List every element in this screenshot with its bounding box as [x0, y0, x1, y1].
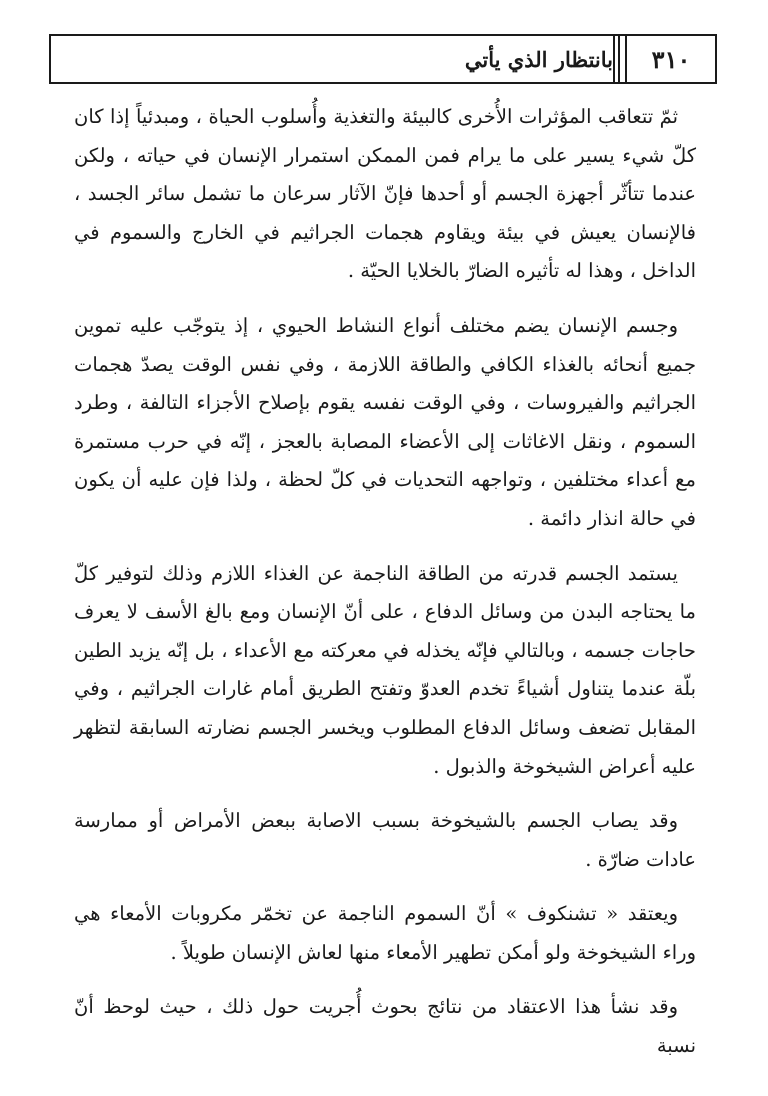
paragraph: وجسم الإنسان يضم مختلف أنواع النشاط الحيوي ، إذ يتوجّب عليه تموين جميع أنحائه بالغذاء الكافي والطاقة اللازمة ، وفي نفس الوقت يصدّ هجمات الجراثيم والفيروسات ، وفي الوقت نفسه يقوم بإصلاح الأجزاء التالفة ، وطرد السموم ، ونقل الاغاثات إلى الأعضاء المصابة بالعجز ، إنّه في حرب مستمرة مع أعداء مختلفين ، وتواجهه التحديات في كلّ لحظة ، ولذا فإن عليه أن يكون في حالة انذار دائمة .: [74, 313, 696, 530]
paragraph: يستمد الجسم قدرته من الطاقة الناجمة عن الغذاء اللازم وذلك لتوفير كلّ ما يحتاجه البدن من وسائل الدفاع ، على أنّ الإنسان ومع بالغ الأسف لا يعرف حاجات جسمه ، وبالتالي فإنّه يخذله في معركته مع الأعداء ، بل إنّه يزيد الطين بلّة عندما يتناول أشياءً تخدم العدوّ وتفتح الطريق أمام غارات الجراثيم ، وفي المقابل تضعف وسائل الدفاع المطلوب ويخسر الجسم نضارته السابقة لتظهر عليه أعراض الشيخوخة والذبول .: [74, 561, 696, 778]
page-header: [49, 34, 717, 84]
paragraph: ويعتقد « تشنكوف » أنّ السموم الناجمة عن تخمّر مكروبات الأمعاء هي وراء الشيخوخة ولو أمكن تطهير الأمعاء منها لعاش الإنسان طويلاً .: [74, 902, 696, 964]
running-title: بانتظار الذي يأتي: [49, 34, 613, 84]
page-number: ٣١٠: [625, 34, 717, 84]
header-divider: [613, 34, 620, 84]
paragraph: وقد نشأ هذا الاعتقاد من نتائج بحوث أُجريت حول ذلك ، حيث لوحظ أنّ نسبة: [74, 995, 696, 1058]
paragraph: ثمّ تتعاقب المؤثرات الأُخرى كالبيئة والتغذية وأُسلوب الحياة ، ومبدئياً إذا كان كلّ شيء يسير على ما يرام فمن الممكن استمرار الإنسان في حياته ، ولكن عندما تتأثّر أجهزة الجسم أو أحدها فإنّ الآثار سرعان ما تشمل سائر الجسد ، فالإنسان يعيش في بيئة ويقاوم هجمات الجراثيم في الخارج والسموم في الداخل ، وهذا له تأثيره الضارّ بالخلايا الحيّة .: [74, 105, 696, 283]
paragraph: وقد يصاب الجسم بالشيخوخة بسبب الاصابة ببعض الأمراض أو ممارسة عادات ضارّة .: [74, 809, 696, 871]
page-body: [74, 98, 696, 1082]
